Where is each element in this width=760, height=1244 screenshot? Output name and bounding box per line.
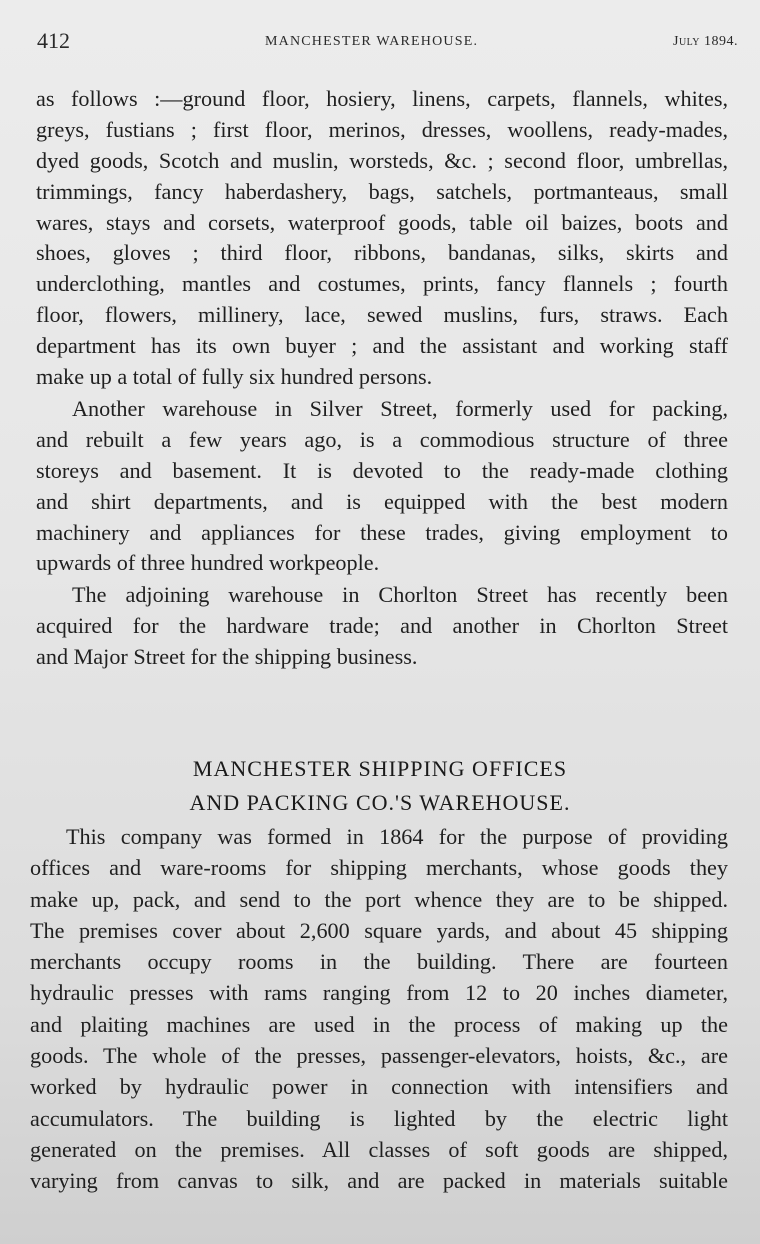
text-line: offices and ware-rooms for shipping merchants, whose goods they [30, 855, 728, 881]
running-title: MANCHESTER WAREHOUSE. [265, 34, 479, 49]
text-line: The premises cover about 2,600 square yards, and about 45 shipping [30, 917, 728, 943]
section-heading-line: MANCHESTER SHIPPING OFFICES [192, 756, 568, 781]
text-line: and plaiting machines are used in the process of making up the [30, 1011, 728, 1037]
text-line: generated on the premises. All classes of soft goods are shipped, [30, 1136, 728, 1162]
text-line: make up, pack, and send to the port whence they are to be shipped. [30, 886, 728, 912]
text-line: varying from canvas to silk, and are packed in materials suitable [30, 1168, 728, 1194]
text-line: acquired for the hardware trade; and another in Chorlton Street [36, 612, 728, 638]
text-line: as follows :—ground floor, hosiery, linens, carpets, flannels, whites, [36, 86, 728, 111]
text-line: and shirt departments, and is equipped with the best modern [36, 488, 728, 514]
text-line: trimmings, fancy haberdashery, bags, satchels, portmanteaus, small [36, 178, 728, 204]
text-line: underclothing, mantles and costumes, prints, fancy flannels ; fourth [36, 271, 728, 297]
text-line: wares, stays and corsets, waterproof goods, table oil baizes, boots and [36, 209, 728, 235]
text-line: The adjoining warehouse in Chorlton Street has recently been [72, 582, 728, 607]
text-line: and rebuilt a few years ago, is a commodious structure of three [36, 426, 728, 452]
section-heading-line: AND PACKING CO.'S WAREHOUSE. [189, 790, 571, 815]
page-number: 412 [37, 28, 70, 53]
text-line: hydraulic presses with rams ranging from 12 to 20 inches diameter, [30, 980, 728, 1006]
text-line: floor, flowers, millinery, lace, sewed muslins, furs, straws. Each [36, 302, 728, 328]
section-heading [0, 752, 760, 820]
text-line: Another warehouse in Silver Street, formerly used for packing, [72, 396, 728, 421]
paragraph-silver-street [36, 394, 728, 579]
text-line: department has its own buyer ; and the assistant and working staff [36, 333, 728, 359]
text-line: storeys and basement. It is devoted to the ready-made clothing [36, 457, 728, 483]
paragraph-shipping-offices [30, 822, 728, 1198]
text-line: shoes, gloves ; third floor, ribbons, bandanas, silks, skirts and [36, 240, 728, 266]
text-line: accumulators. The building is lighted by the electric light [30, 1105, 728, 1131]
running-head [37, 28, 738, 54]
text-line: greys, fustians ; first floor, merinos, dresses, woollens, ready-mades, [36, 116, 728, 142]
paragraph-departments [36, 84, 728, 393]
text-line: upwards of three hundred workpeople. [36, 550, 380, 576]
text-line: and Major Street for the shipping business. [36, 643, 418, 669]
text-line: goods. The whole of the presses, passenger-elevators, hoists, &c., are [30, 1043, 728, 1069]
text-line: merchants occupy rooms in the building. There are fourteen [30, 949, 728, 975]
text-line: worked by hydraulic power in connection with intensifiers and [30, 1074, 728, 1100]
text-line: machinery and appliances for these trades, giving employment to [36, 519, 728, 545]
issue-date: July 1894. [673, 34, 738, 49]
text-line: make up a total of fully six hundred persons. [36, 364, 433, 390]
paragraph-chorlton-street [36, 580, 728, 673]
text-line: dyed goods, Scotch and muslin, worsteds, &c. ; second floor, umbrellas, [36, 147, 728, 173]
text-line: This company was formed in 1864 for the purpose of providing [66, 824, 728, 849]
